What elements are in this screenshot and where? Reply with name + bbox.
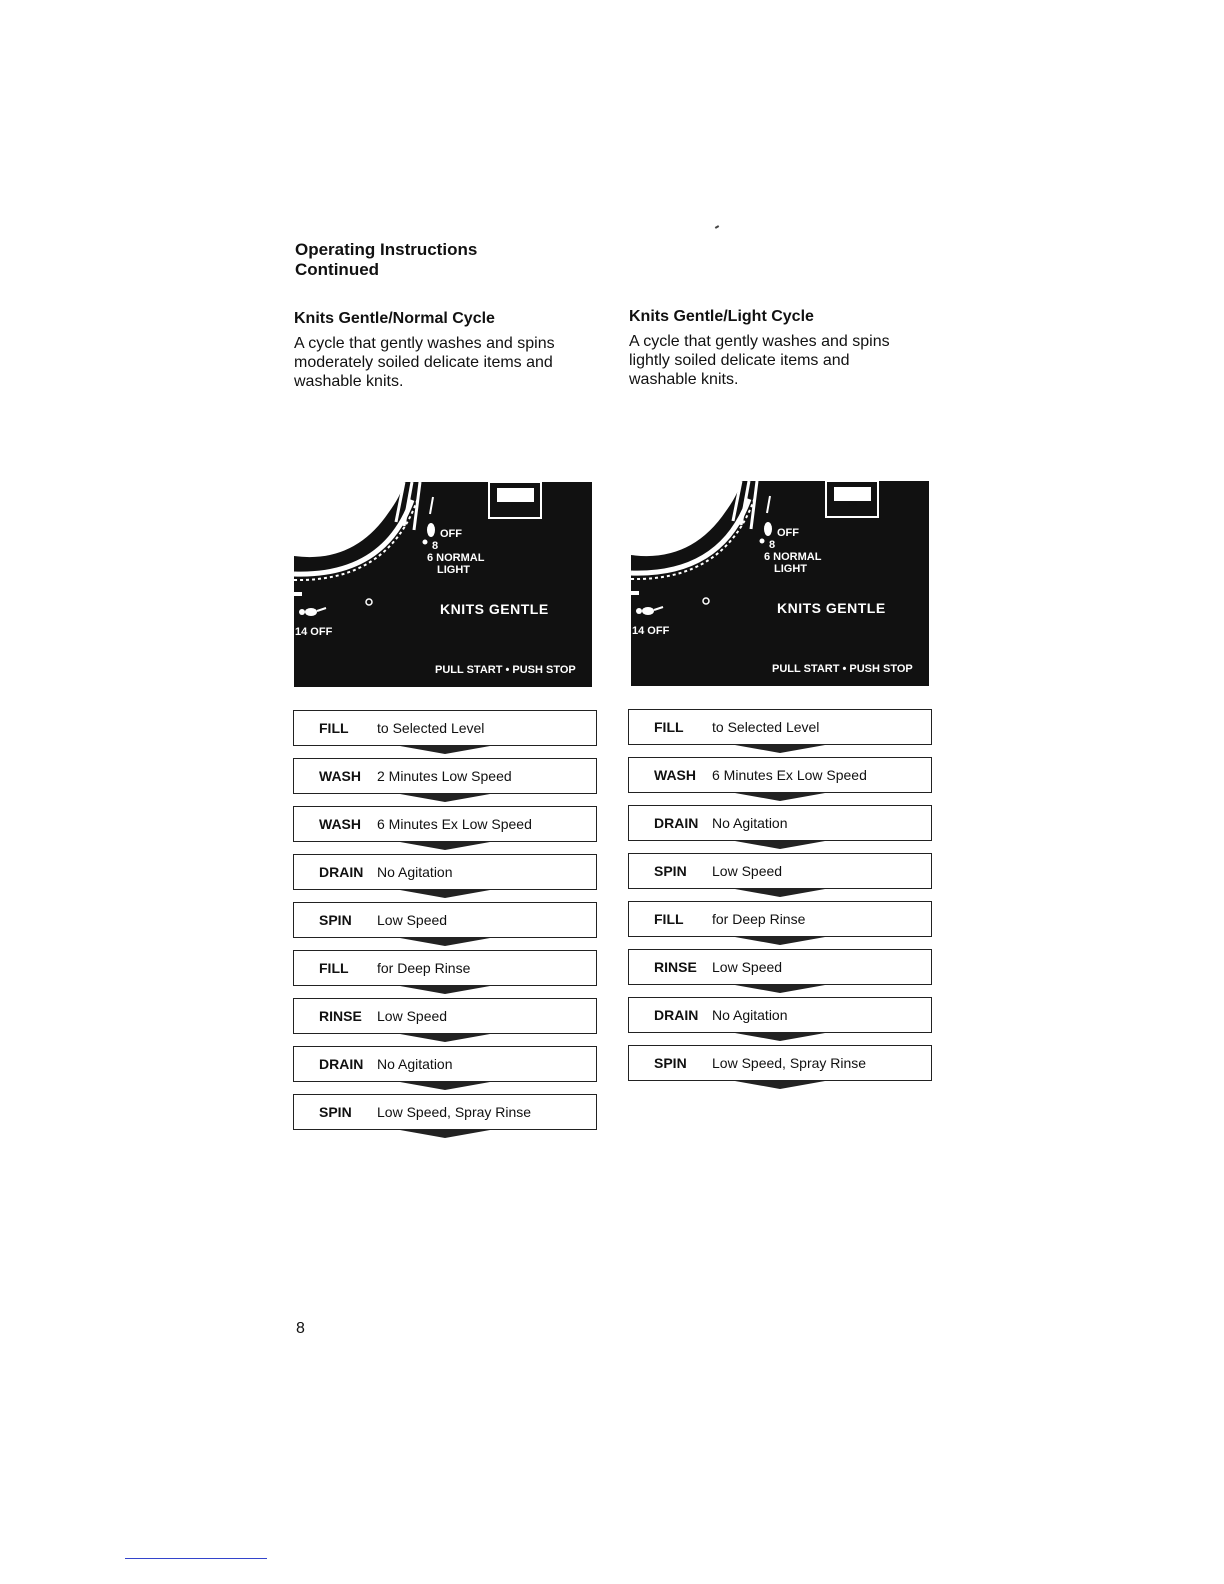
step-code: WASH [654, 767, 696, 783]
step-code: DRAIN [319, 864, 364, 880]
six-normal-label: 6 NORMAL [427, 552, 485, 564]
step-description: 6 Minutes Ex Low Speed [377, 816, 532, 832]
fourteen-off-label: 14 OFF [632, 625, 670, 637]
cycle-title: Knits Gentle/Normal Cycle [294, 310, 495, 327]
step-code: WASH [319, 768, 361, 784]
page-number: 8 [296, 1320, 305, 1337]
cycle-description: A cycle that gently washes and spins lightly soiled delicate items and washable knits. [629, 333, 890, 388]
dial-artwork [294, 482, 592, 687]
pull-start-label: PULL START • PUSH STOP [772, 663, 913, 675]
cycle-step [293, 1046, 597, 1082]
cycle-step [628, 805, 932, 841]
cycle-step [293, 950, 597, 986]
off-label: OFF [440, 528, 462, 540]
column-light-cycle [629, 308, 939, 389]
step-code: FILL [319, 960, 349, 976]
step-description: for Deep Rinse [712, 911, 806, 927]
heading-line-2: Continued [295, 260, 380, 279]
step-code: DRAIN [654, 1007, 699, 1023]
cycle-step [628, 709, 932, 745]
cycle-step [293, 758, 597, 794]
step-code: DRAIN [654, 815, 699, 831]
step-description: Low Speed [712, 863, 783, 879]
cycle-steps-light [628, 709, 932, 1093]
step-description: No Agitation [712, 1007, 788, 1023]
step-description: 6 Minutes Ex Low Speed [712, 767, 867, 783]
pull-start-label: PULL START • PUSH STOP [435, 664, 576, 676]
step-description: Low Speed [377, 912, 448, 928]
cycle-name-label: KNITS GENTLE [777, 600, 886, 616]
step-description: No Agitation [712, 815, 788, 831]
step-code: SPIN [319, 912, 352, 928]
step-code: RINSE [654, 959, 697, 975]
cycle-step [293, 710, 597, 746]
step-description: Low Speed [377, 1008, 448, 1024]
heading-line-1: Operating Instructions [295, 240, 478, 259]
step-code: FILL [654, 719, 684, 735]
step-description: to Selected Level [712, 719, 820, 735]
cycle-step [628, 949, 932, 985]
cycle-name-label: KNITS GENTLE [440, 601, 549, 617]
cycle-steps-normal [293, 710, 597, 1142]
page-heading [295, 240, 477, 280]
eight-label: 8 [432, 540, 439, 552]
step-description: Low Speed, Spray Rinse [712, 1055, 867, 1071]
step-code: WASH [319, 816, 361, 832]
cycle-step [293, 1094, 597, 1130]
dial-artwork [631, 481, 929, 686]
cycle-description: A cycle that gently washes and spins moderately soiled delicate items and washable knits. [294, 335, 555, 390]
footer-rule [125, 1558, 267, 1559]
step-description: Low Speed [712, 959, 783, 975]
on-label: ON [848, 502, 857, 508]
step-code: SPIN [654, 863, 687, 879]
cycle-step [628, 853, 932, 889]
six-normal-label: 6 NORMAL [764, 551, 822, 563]
cycle-step [628, 901, 932, 937]
off-label: OFF [777, 527, 799, 539]
on-label: ON [511, 503, 520, 509]
cycle-step [293, 806, 597, 842]
step-description: No Agitation [377, 1056, 453, 1072]
cycle-step [628, 1045, 932, 1081]
step-description: for Deep Rinse [377, 960, 471, 976]
control-panel-illustration [294, 482, 592, 687]
control-panel-illustration [631, 481, 929, 686]
step-code: FILL [654, 911, 684, 927]
step-code: DRAIN [319, 1056, 364, 1072]
step-description: No Agitation [377, 864, 453, 880]
cycle-step [293, 998, 597, 1034]
column-normal-cycle [294, 310, 604, 391]
step-description: 2 Minutes Low Speed [377, 768, 512, 784]
step-code: SPIN [654, 1055, 687, 1071]
cycle-step [293, 854, 597, 890]
cycle-step [293, 902, 597, 938]
step-description: to Selected Level [377, 720, 485, 736]
light-label: LIGHT [437, 564, 470, 576]
scan-speck [715, 225, 719, 229]
step-description: Low Speed, Spray Rinse [377, 1104, 532, 1120]
light-label: LIGHT [774, 563, 807, 575]
fourteen-off-label: 14 OFF [295, 626, 333, 638]
cycle-step [628, 997, 932, 1033]
cycle-title: Knits Gentle/Light Cycle [629, 308, 814, 325]
step-code: FILL [319, 720, 349, 736]
eight-label: 8 [769, 539, 776, 551]
cycle-step [628, 757, 932, 793]
step-code: RINSE [319, 1008, 362, 1024]
step-code: SPIN [319, 1104, 352, 1120]
